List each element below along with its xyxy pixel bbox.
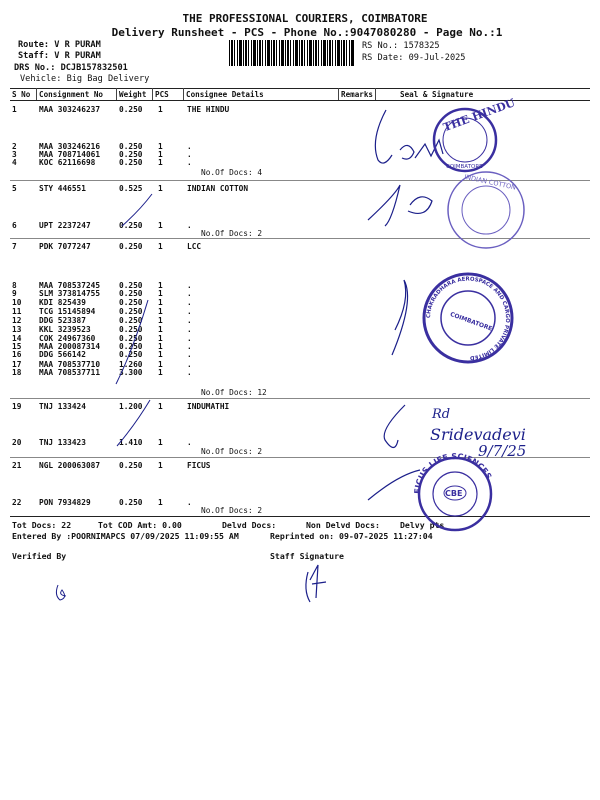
lcc-stamp-ring-text: CHAKRADHARA AEROSPACE AND CARGO PRIVATE LIMITED bbox=[425, 276, 511, 361]
row-sno: 2 bbox=[12, 142, 17, 151]
row-consignment-no: SLM 373814755 bbox=[39, 289, 101, 298]
verified-by-label: Verified By bbox=[12, 551, 67, 561]
row-consignee: . bbox=[187, 368, 192, 377]
row-consignment-no: PDK 7077247 bbox=[39, 242, 91, 251]
row-sno: 3 bbox=[12, 150, 17, 159]
row-weight: 0.250 bbox=[119, 316, 143, 325]
row-weight: 0.250 bbox=[119, 461, 143, 470]
row-sno: 14 bbox=[12, 334, 22, 343]
company-name: THE PROFESSIONAL COURIERS, COIMBATORE bbox=[182, 12, 428, 25]
indian-cotton-stamp bbox=[448, 172, 524, 248]
row-consignee: . bbox=[187, 316, 192, 325]
ficus-stamp-city: CBE bbox=[445, 489, 463, 498]
row-sno: 1 bbox=[12, 105, 17, 114]
row-weight: 0.250 bbox=[119, 242, 143, 251]
verified-by-signature bbox=[56, 585, 66, 600]
row-weight: 0.250 bbox=[119, 281, 143, 290]
group-doc-count: No.Of Docs: 12 bbox=[201, 388, 267, 397]
ficus-stamp bbox=[413, 452, 493, 530]
row-pcs: 1 bbox=[158, 298, 163, 307]
total-cod: Tot COD Amt: 0.00 bbox=[98, 520, 182, 530]
row-consignee: . bbox=[187, 334, 192, 343]
row-sno: 6 bbox=[12, 221, 17, 230]
row-sno: 16 bbox=[12, 350, 22, 359]
row-consignment-no: KKL 3239523 bbox=[39, 325, 91, 334]
row-consignee: . bbox=[187, 438, 192, 447]
col-header-consignee: Consignee Details bbox=[186, 90, 264, 99]
row-pcs: 1 bbox=[158, 221, 163, 230]
weight-tick-mark bbox=[117, 400, 150, 446]
row-consignee: . bbox=[187, 281, 192, 290]
row-pcs: 1 bbox=[158, 289, 163, 298]
row-weight: 0.250 bbox=[119, 325, 143, 334]
row-pcs: 1 bbox=[158, 242, 163, 251]
runsheet-title: Delivery Runsheet - PCS - Phone No.:9047080280 - Page No.:1 bbox=[111, 26, 503, 39]
staff-label: Staff: V R PURAM bbox=[18, 51, 101, 61]
delivery-signature bbox=[368, 185, 432, 226]
row-consignment-no: MAA 708537245 bbox=[39, 281, 101, 290]
row-weight: 0.250 bbox=[119, 158, 143, 167]
row-consignment-no: MAA 708714061 bbox=[39, 150, 101, 159]
row-consignee: INDIAN COTTON bbox=[187, 184, 249, 193]
row-weight: 0.250 bbox=[119, 221, 143, 230]
row-pcs: 1 bbox=[158, 150, 163, 159]
row-consignment-no: MAA 303246216 bbox=[39, 142, 101, 151]
row-pcs: 1 bbox=[158, 325, 163, 334]
row-consignee: INDUMATHI bbox=[187, 402, 230, 411]
row-weight: 3.300 bbox=[119, 368, 143, 377]
row-sno: 18 bbox=[12, 368, 22, 377]
row-pcs: 1 bbox=[158, 461, 163, 470]
entered-by: Entered By :POORNIMAPCS 07/09/2025 11:09:55 AM bbox=[12, 531, 239, 541]
row-sno: 13 bbox=[12, 325, 22, 334]
handwriting-initials: Rd bbox=[432, 407, 451, 422]
row-consignment-no: MAA 200087314 bbox=[39, 342, 101, 351]
indian-cotton-stamp-text: INDIAN COTTON bbox=[463, 172, 517, 192]
row-pcs: 1 bbox=[158, 368, 163, 377]
row-sno: 17 bbox=[12, 360, 22, 369]
col-header-consignment: Consignment No bbox=[39, 90, 104, 99]
row-pcs: 1 bbox=[158, 498, 163, 507]
rs-number: RS No.: 1578325 bbox=[362, 41, 440, 51]
row-pcs: 1 bbox=[158, 307, 163, 316]
group-doc-count: No.Of Docs: 2 bbox=[201, 506, 263, 515]
delivery-points: Delvy pts bbox=[400, 520, 445, 530]
row-consignee: . bbox=[187, 325, 192, 334]
weight-tick-mark bbox=[122, 194, 152, 226]
row-weight: 0.525 bbox=[119, 184, 143, 193]
row-sno: 5 bbox=[12, 184, 17, 193]
row-consignment-no: MAA 708537710 bbox=[39, 360, 101, 369]
row-consignment-no: KOC 62116698 bbox=[39, 158, 96, 167]
handwriting-date: 9/7/25 bbox=[478, 442, 527, 460]
row-consignment-no: TCG 15145894 bbox=[39, 307, 96, 316]
hindu-stamp bbox=[434, 96, 517, 171]
row-pcs: 1 bbox=[158, 158, 163, 167]
row-consignment-no: PON 7934829 bbox=[39, 498, 91, 507]
hindu-stamp-city: COIMBATORE bbox=[446, 164, 483, 170]
route-label: Route: V R PURAM bbox=[18, 40, 101, 50]
delivery-signature bbox=[392, 280, 408, 355]
vehicle-label: Vehicle: Big Bag Delivery bbox=[20, 74, 150, 84]
col-header-pcs: PCS bbox=[155, 90, 169, 99]
handwriting-name: Sridevadevi bbox=[430, 425, 526, 444]
total-docs: Tot Docs: 22 bbox=[12, 520, 72, 530]
row-consignee: . bbox=[187, 289, 192, 298]
group-doc-count: No.Of Docs: 2 bbox=[201, 447, 263, 456]
row-consignee: FICUS bbox=[187, 461, 211, 470]
row-pcs: 1 bbox=[158, 360, 163, 369]
delivery-signature bbox=[368, 470, 420, 500]
row-sno: 19 bbox=[12, 402, 22, 411]
col-header-weight: Weight bbox=[119, 90, 147, 99]
rs-date: RS Date: 09-Jul-2025 bbox=[362, 53, 466, 63]
row-weight: 1.260 bbox=[119, 360, 143, 369]
row-consignment-no: DDG 566142 bbox=[39, 350, 86, 359]
row-consignment-no: NGL 200063087 bbox=[39, 461, 101, 470]
group-doc-count: No.Of Docs: 2 bbox=[201, 229, 263, 238]
row-sno: 20 bbox=[12, 438, 22, 447]
row-weight: 0.250 bbox=[119, 334, 143, 343]
col-header-sno: S No bbox=[12, 90, 31, 99]
row-consignment-no: UPT 2237247 bbox=[39, 221, 91, 230]
row-weight: 1.200 bbox=[119, 402, 143, 411]
row-consignee: . bbox=[187, 342, 192, 351]
row-weight: 1.410 bbox=[119, 438, 143, 447]
row-sno: 11 bbox=[12, 307, 22, 316]
row-pcs: 1 bbox=[158, 350, 163, 359]
row-consignment-no: TNJ 133423 bbox=[39, 438, 86, 447]
row-pcs: 1 bbox=[158, 316, 163, 325]
row-sno: 10 bbox=[12, 298, 22, 307]
row-sno: 21 bbox=[12, 461, 22, 470]
row-sno: 12 bbox=[12, 316, 22, 325]
lcc-stamp bbox=[424, 274, 512, 362]
row-weight: 0.250 bbox=[119, 289, 143, 298]
non-delivered-docs: Non Delvd Docs: bbox=[306, 520, 380, 530]
row-consignment-no: COK 24967360 bbox=[39, 334, 96, 343]
row-weight: 0.250 bbox=[119, 307, 143, 316]
delivery-signature bbox=[384, 405, 405, 448]
row-consignee: . bbox=[187, 221, 192, 230]
row-pcs: 1 bbox=[158, 334, 163, 343]
ficus-stamp-ring-text: FICUS LIFE SCIENCES bbox=[412, 451, 494, 495]
row-consignee: . bbox=[187, 498, 192, 507]
staff-signature-label: Staff Signature bbox=[270, 551, 344, 561]
row-consignment-no: DDG 523387 bbox=[39, 316, 86, 325]
row-weight: 0.250 bbox=[119, 298, 143, 307]
row-sno: 15 bbox=[12, 342, 22, 351]
row-weight: 0.250 bbox=[119, 150, 143, 159]
row-weight: 0.250 bbox=[119, 105, 143, 114]
row-consignee: . bbox=[187, 150, 192, 159]
row-consignee: . bbox=[187, 142, 192, 151]
reprinted-on: Reprinted on: 09-07-2025 11:27:04 bbox=[270, 531, 433, 541]
staff-signature bbox=[306, 565, 326, 602]
row-sno: 7 bbox=[12, 242, 17, 251]
row-consignment-no: TNJ 133424 bbox=[39, 402, 86, 411]
row-pcs: 1 bbox=[158, 342, 163, 351]
row-consignee: . bbox=[187, 307, 192, 316]
weight-tick-mark bbox=[116, 300, 148, 384]
row-consignee: THE HINDU bbox=[187, 105, 230, 114]
col-header-remarks: Remarks bbox=[341, 90, 374, 99]
row-weight: 0.250 bbox=[119, 350, 143, 359]
row-pcs: 1 bbox=[158, 281, 163, 290]
delivered-docs: Delvd Docs: bbox=[222, 520, 277, 530]
row-consignment-no: STY 446551 bbox=[39, 184, 86, 193]
row-sno: 9 bbox=[12, 289, 17, 298]
group-doc-count: No.Of Docs: 4 bbox=[201, 168, 263, 177]
row-sno: 22 bbox=[12, 498, 22, 507]
row-pcs: 1 bbox=[158, 184, 163, 193]
lcc-stamp-city: COIMBATORE bbox=[449, 310, 494, 333]
drs-number: DRS No.: DCJB157832501 bbox=[14, 63, 128, 73]
row-consignee: . bbox=[187, 158, 192, 167]
hindu-stamp-text: THE HINDU bbox=[441, 96, 517, 135]
row-consignee: LCC bbox=[187, 242, 202, 251]
row-consignee: . bbox=[187, 350, 192, 359]
row-pcs: 1 bbox=[158, 438, 163, 447]
row-pcs: 1 bbox=[158, 105, 163, 114]
row-weight: 0.250 bbox=[119, 142, 143, 151]
col-header-seal: Seal & Signature bbox=[400, 90, 474, 99]
row-consignment-no: MAA 303246237 bbox=[39, 105, 101, 114]
row-consignment-no: MAA 708537711 bbox=[39, 368, 101, 377]
row-sno: 4 bbox=[12, 158, 17, 167]
row-pcs: 1 bbox=[158, 142, 163, 151]
row-consignee: . bbox=[187, 360, 192, 369]
row-sno: 8 bbox=[12, 281, 17, 290]
row-weight: 0.250 bbox=[119, 498, 143, 507]
row-pcs: 1 bbox=[158, 402, 163, 411]
row-weight: 0.250 bbox=[119, 342, 143, 351]
row-consignment-no: KDI 825439 bbox=[39, 298, 86, 307]
row-consignee: . bbox=[187, 298, 192, 307]
delivery-signature bbox=[375, 110, 443, 163]
